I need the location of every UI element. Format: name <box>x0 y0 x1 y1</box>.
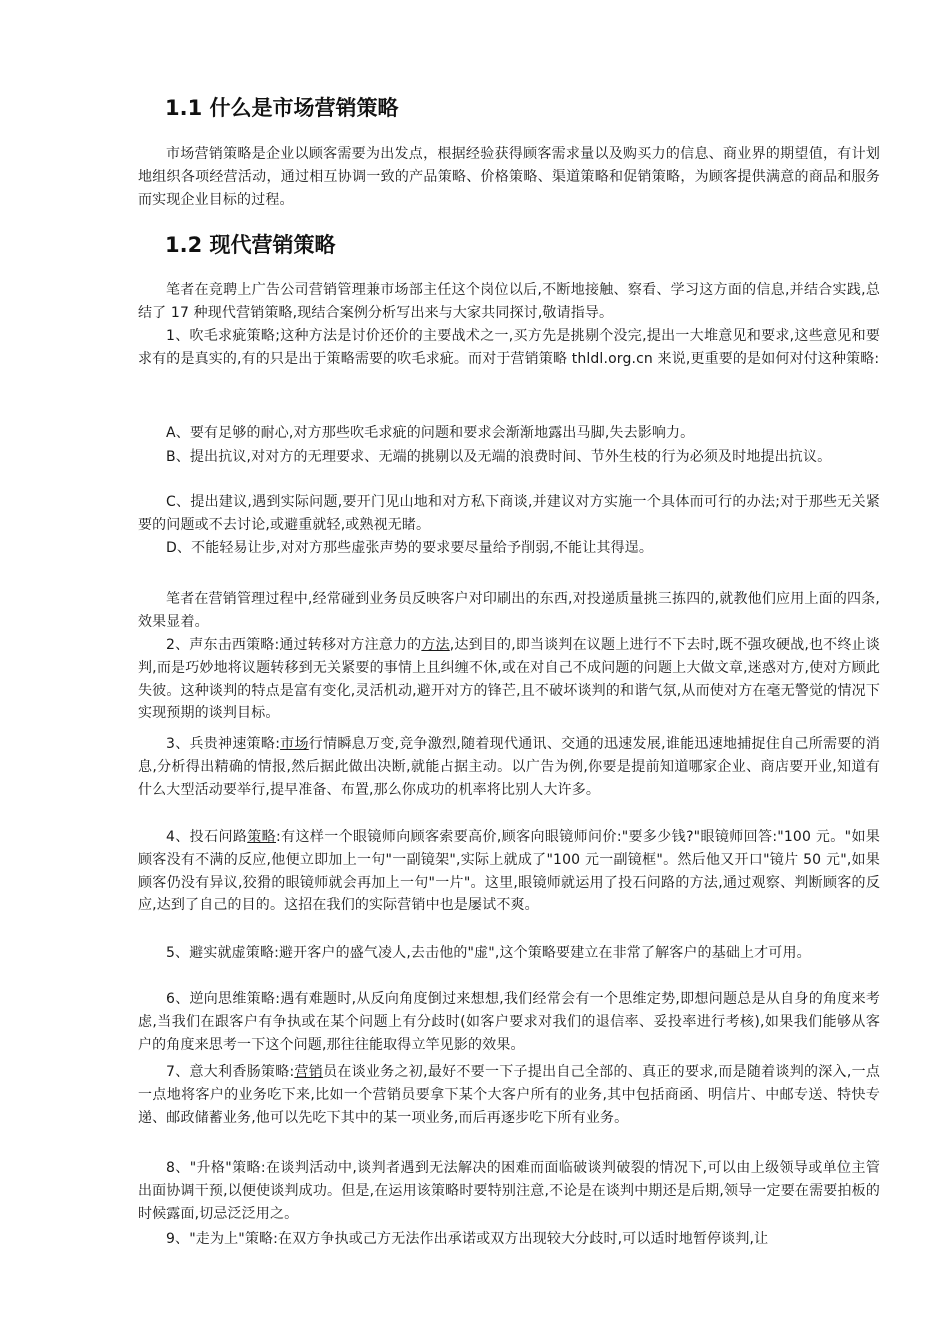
section-1-2-intro: 笔者在竞聘上广告公司营销管理兼市场部主任这个岗位以后,不断地接触、察看、学习这方面的信息,并结合实践,总结了 17 种现代营销策略,现结合案例分析写出来与大家共同探讨,敬请指导。 <box>138 282 880 321</box>
strategy-item-2-text-start: 2、声东击西策略:通过转移对方注意力的 <box>166 637 422 653</box>
strategy-item-5: 5、避实就虚策略:避开客户的盛气凌人,去击他的"虚",这个策略要建立在非常了解客户的基础上才可用。 <box>166 945 811 961</box>
strategy-item-4 <box>138 826 880 917</box>
strategy-item-9: 9、"走为上"策略:在双方争执或己方无法作出承诺或双方出现较大分歧时,可以适时地暂停谈判,让 <box>166 1231 769 1247</box>
method-link[interactable]: 方法 <box>421 637 450 653</box>
strategy-link[interactable]: 策略 <box>247 829 277 845</box>
strategy-item-3-text-end: 行情瞬息万变,竞争激烈,随着现代通讯、交通的迅速发展,谁能迅速地捕捉住自己所需要的消息,分析得出精确的情报,然后据此做出决断,就能占据主动。以广告为例,你要是提前知道哪家企业、商店要开业,知道有什么大型活动要举行,提早准备、布置,那么你成功的机率将比别人大许多。 <box>138 736 880 798</box>
summary-paragraph: 笔者在营销管理过程中,经常碰到业务员反映客户对印刷出的东西,对投递质量挑三拣四的,就教他们应用上面的四条,效果显着。 <box>138 591 880 630</box>
marketing-link[interactable]: 营销 <box>294 1064 324 1080</box>
strategy-item-7 <box>138 1061 880 1129</box>
section-heading-1-2: 1.2 现代营销策略 <box>165 233 336 257</box>
strategy-item-3-text-start: 3、兵贵神速策略: <box>166 736 281 752</box>
strategy-item-3 <box>138 733 880 801</box>
strategy-item-2-text-end: ,达到目的,即当谈判在议题上进行不下去时,既不强攻硬战,也不终止谈判,而是巧妙地将议题转移到无关紧要的事情上且纠缠不休,或在对自己不成问题的问题上大做文章,迷惑对方,使对方顾此失彼。这种谈判的特点是富有变化,灵活机动,避开对方的锋芒,且不破坏谈判的和谐气氛,从而使对方在毫无警觉的情况下实现预期的谈判目标。 <box>138 637 880 722</box>
strategy-item-4-text-start: 4、投石问路 <box>166 829 248 845</box>
strategy-item-7-text-start: 7、意大利香肠策略: <box>166 1064 295 1080</box>
strategy-item-2 <box>138 634 880 725</box>
strategy-item-1: 1、吹毛求疵策略;这种方法是讨价还价的主要战术之一,买方先是挑剔个没完,提出一大堆意见和要求,这些意见和要求有的是真实的,有的只是出于策略需要的吹毛求疵。而对于营销策略 thldl.org.cn 来说,更重要的是如何对付这种策略: <box>138 328 880 367</box>
strategy-item-4-text-end: :有这样一个眼镜师向顾客索要高价,顾客向眼镜师问价:"要多少钱?"眼镜师回答:"100 元。"如果顾客没有不满的反应,他便立即加上一句"一副镜架",实际上就成了"100 元一副镜框"。然后他又开口"镜片 50 元",如果顾客仍没有异议,狡猾的眼镜师就会再加上一句"一片"。这里,眼镜师就运用了投石问路的方法,通过观察、判断顾客的反应,达到了自己的目的。这招在我们的实际营销中也是屡试不爽。 <box>138 829 880 914</box>
section-heading-1-1: 1.1 什么是市场营销策略 <box>165 96 399 120</box>
tactic-item-a: A、要有足够的耐心,对方那些吹毛求疵的问题和要求会渐渐地露出马脚,失去影响力。 <box>166 425 695 441</box>
tactic-item-c: C、提出建议,遇到实际问题,要开门见山地和对方私下商谈,并建议对方实施一个具体而可行的办法;对于那些无关紧要的问题或不去讨论,或避重就轻,或熟视无睹。 <box>138 494 880 533</box>
section-1-1-body: 市场营销策略是企业以顾客需要为出发点，根据经验获得顾客需求量以及购买力的信息、商业界的期望值，有计划地组织各项经营活动，通过相互协调一致的产品策略、价格策略、渠道策略和促销策略，为顾客提供满意的商品和服务而实现企业目标的过程。 <box>138 146 880 208</box>
strategy-item-7-text-end: 员在谈业务之初,最好不要一下子提出自己全部的、真正的要求,而是随着谈判的深入,一点一点地将客户的业务吃下来,比如一个营销员要拿下某个大客户所有的业务,其中包括商函、明信片、中邮专送、特快专递、邮政储蓄业务,他可以先吃下其中的某一项业务,而后再逐步吃下所有业务。 <box>138 1064 881 1126</box>
market-link[interactable]: 市场 <box>280 736 309 752</box>
strategy-item-8: 8、"升格"策略:在谈判活动中,谈判者遇到无法解决的困难而面临破谈判破裂的情况下,可以由上级领导或单位主管出面协调干预,以便使谈判成功。但是,在运用该策略时要特别注意,不论是在谈判中期还是后期,领导一定要在需要拍板的时候露面,切忌泛泛用之。 <box>138 1160 880 1222</box>
strategy-item-6: 6、逆向思维策略:遇有难题时,从反向角度倒过来想想,我们经常会有一个思维定势,即想问题总是从自身的角度来考虑,当我们在跟客户有争执或在某个问题上有分歧时(如客户要求对我们的退信率、妥投率进行考核),如果我们能够从客户的角度来思考一下这个问题,那往往能取得立竿见影的效果。 <box>138 991 880 1053</box>
tactic-item-d: D、不能轻易让步,对对方那些虚张声势的要求要尽量给予削弱,不能让其得逞。 <box>166 540 654 556</box>
tactic-item-b: B、提出抗议,对对方的无理要求、无端的挑剔以及无端的浪费时间、节外生枝的行为必须及时地提出抗议。 <box>166 449 832 465</box>
